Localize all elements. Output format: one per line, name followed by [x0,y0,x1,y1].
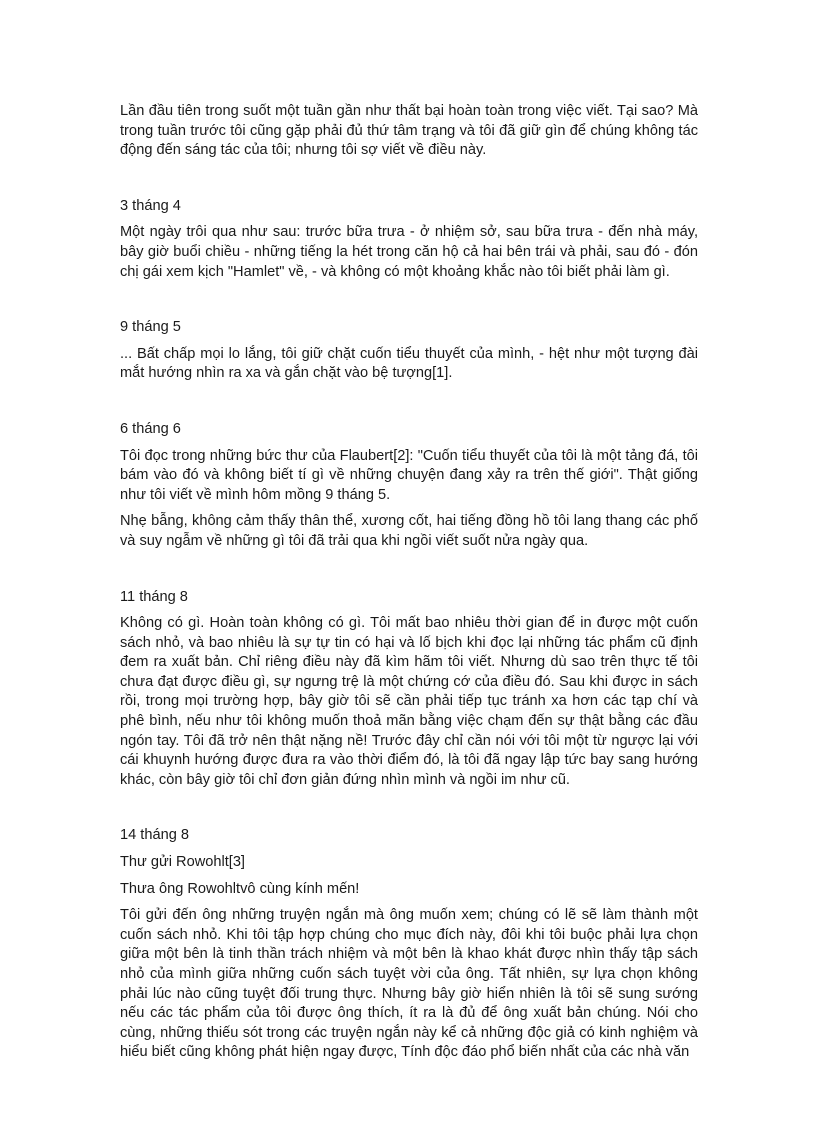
diary-entry-11-august [120,588,698,791]
paragraph: Một ngày trôi qua như sau: trước bữa trưa - ở nhiệm sở, sau bữa trưa - đến nhà máy, bây giờ buổi chiều - những tiếng la hét trong căn hộ cả hai bên trái và phải, sau đó - đón chị gái xem kịch "Hamlet" về, - và không có một khoảng khắc nào tôi biết phải làm gì. [120,224,698,280]
letter-salutation: Thưa ông Rowohltvô cùng kính mến! [120,880,360,897]
paragraph: Lần đầu tiên trong suốt một tuần gần như thất bại hoàn toàn trong việc viết. Tại sao? Mà trong tuần trước tôi cũng gặp phải đủ thứ tâm trạng và tôi đã giữ gìn để chúng không tác động đến sáng tác của tôi; nhưng tôi sợ viết về điều này. [120,103,698,159]
diary-entry-3-april [120,197,698,282]
entry-date: 6 tháng 6 [120,420,181,437]
document-page [120,102,698,1063]
diary-entry-9-may [120,318,698,384]
diary-entry-opening [120,102,698,161]
diary-entry-6-june [120,420,698,552]
letter-heading: Thư gửi Rowohlt[3] [120,854,245,871]
entry-date: 14 tháng 8 [120,827,189,844]
paragraph: Không có gì. Hoàn toàn không có gì. Tôi mất bao nhiêu thời gian để in được một cuốn sách nhỏ, và bao nhiêu là sự tự tin có hại và lố bịch khi đọc lại những tác phẩm cũ định đem ra xuất bản. Chỉ riêng điều này đã kìm hãm tôi viết. Nhưng dù sao trên thực tế tôi chưa đạt được điều gì, sự ngưng trệ là một chứng cớ của điều đó. Sau khi được in sách rồi, trong mọi trường hợp, bây giờ tôi sẽ cần phải tiếp tục tránh xa hơn các tạp chí và phê bình, nếu như tôi không muốn thoả mãn bằng việc chạm đến sự thật bằng các đầu ngón tay. Tôi đã trở nên thật nặng nề! Trước đây chỉ cần nói với tôi một từ ngược lại với cái khuynh hướng được đưa ra vào thời điểm đó, là tôi đã ngay lập tức bay sang hướng khác, còn bây giờ tôi chỉ đơn giản đứng nhìn mình và ngồi im như cũ. [120,615,698,788]
diary-entry-14-august [120,826,698,1063]
entry-date: 11 tháng 8 [120,588,188,605]
paragraph: Nhẹ bẫng, không cảm thấy thân thể, xương cốt, hai tiếng đồng hồ tôi lang thang các phố và suy ngẫm về những gì tôi đã trải qua khi ngồi viết suốt nửa ngày qua. [120,513,698,549]
paragraph: ... Bất chấp mọi lo lắng, tôi giữ chặt cuốn tiểu thuyết của mình, - hệt như một tượng đài mắt hướng nhìn ra xa và gắn chặt vào bệ tượng[1]. [120,345,698,382]
entry-date: 3 tháng 4 [120,197,181,214]
paragraph: Tôi đọc trong những bức thư của Flaubert[2]: "Cuốn tiểu thuyết của tôi là một tảng đá, tôi bám vào đó và không biết tí gì về những chuyện đang xảy ra trên thế giới". Thật giống như tôi viết về mình hôm mồng 9 tháng 5. [120,447,698,503]
letter-body: Tôi gửi đến ông những truyện ngắn mà ông muốn xem; chúng có lẽ sẽ làm thành một cuốn sách nhỏ. Khi tôi tập hợp chúng cho mục đích này, đôi khi tôi buộc phải lựa chọn giữa một bên là tinh thần trách nhiệm và một bên là khao khát được nhìn thấy tập sách nhỏ của mình giữa những cuốn sách tuyệt vời của ông. Tất nhiên, sự lựa chọn không phải lúc nào cũng tuyệt đối trung thực. Nhưng bây giờ hiển nhiên là tôi sẽ sung sướng nếu các tác phẩm của tôi được ông thích, ít ra là đủ để ông xuất bản chúng. Nói cho cùng, những thiếu sót trong các truyện ngắn này kể cả những độc giả có kinh nghiệm và hiểu biết cũng không phát hiện ngay được, Tính độc đáo phổ biến nhất của các nhà văn [120,907,698,1061]
entry-date: 9 tháng 5 [120,319,181,336]
